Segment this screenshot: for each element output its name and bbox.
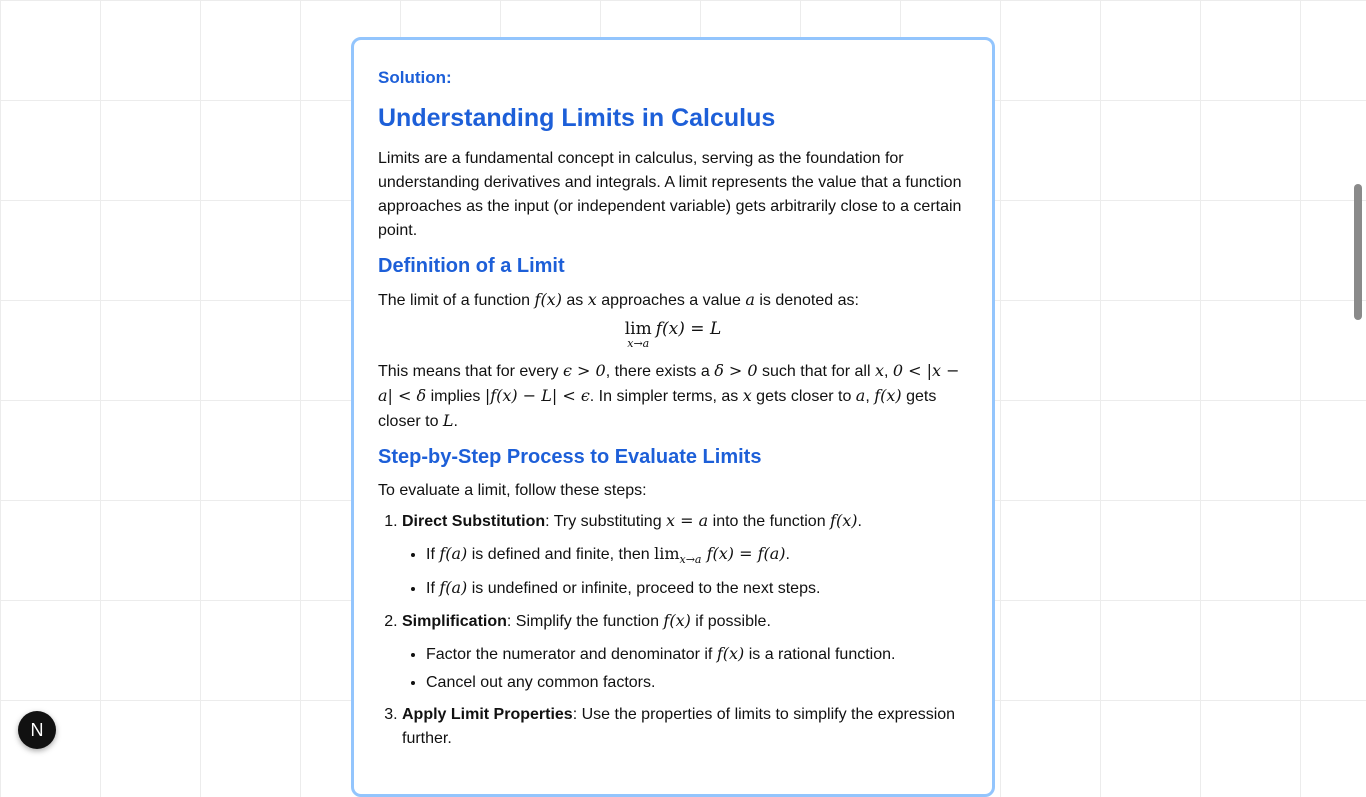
bullet-item: • Factor the numerator and denominator if f(x) is a rational function. bbox=[426, 642, 968, 667]
bullet-item: • If f(a) is undefined or infinite, proceed to the next steps. bbox=[426, 576, 968, 601]
limit-operator: lim x→a bbox=[624, 319, 652, 350]
step-item: 1. Direct Substitution: Try substituting x = a into the function f(x). • If f(a) is defined and finite, then $\lim_{x\to a} f(x) = f(a)$. • If f(a) is undefined or infinite, proceed to the next steps. bbox=[402, 509, 968, 601]
process-intro: To evaluate a limit, follow these steps: bbox=[378, 482, 647, 499]
page-scrollbar[interactable] bbox=[1354, 184, 1362, 320]
bullet-item: • If f(a) is defined and finite, then $\lim_{x\to a} f(x) = f(a)$. bbox=[426, 542, 968, 572]
page-title: Understanding Limits in Calculus bbox=[378, 104, 776, 132]
epsilon-delta-paragraph: This means that for every ϵ > 0, there exists a δ > 0 such that for all x, 0 < |x − a| < δ implies |f(x) − L| < ϵ. In simpler terms, as x gets closer to a, f(x) gets closer to L. bbox=[378, 361, 960, 430]
n-logo-icon: N bbox=[30, 719, 44, 740]
process-heading: Step-by-Step Process to Evaluate Limits bbox=[378, 446, 762, 468]
bullet-item: • Cancel out any common factors. bbox=[426, 671, 968, 695]
step-item: 2. Simplification: Simplify the function f(x) if possible. • Factor the numerator and denominator if f(x) is a rational function. • Cancel out any common factors. bbox=[402, 609, 968, 695]
steps-list bbox=[378, 509, 968, 751]
definition-paragraph: The limit of a function f(x) as x approaches a value a is denoted as: bbox=[378, 290, 859, 309]
solution-card bbox=[351, 37, 995, 797]
n-logo-button[interactable] bbox=[18, 711, 56, 749]
step-bullets bbox=[402, 542, 968, 601]
definition-heading: Definition of a Limit bbox=[378, 255, 565, 277]
intro-paragraph: Limits are a fundamental concept in calculus, serving as the foundation for understanding derivatives and integrals. A limit represents the value that a function approaches as the input (or independent variable) gets arbitrarily close to a certain point. bbox=[378, 150, 962, 239]
step-item: 3. Apply Limit Properties: Use the properties of limits to simplify the expression further. bbox=[402, 703, 968, 751]
solution-label: Solution: bbox=[378, 68, 452, 87]
limit-display-equation: lim x→a f(x) = L bbox=[624, 319, 722, 350]
step-bullets bbox=[402, 642, 968, 695]
